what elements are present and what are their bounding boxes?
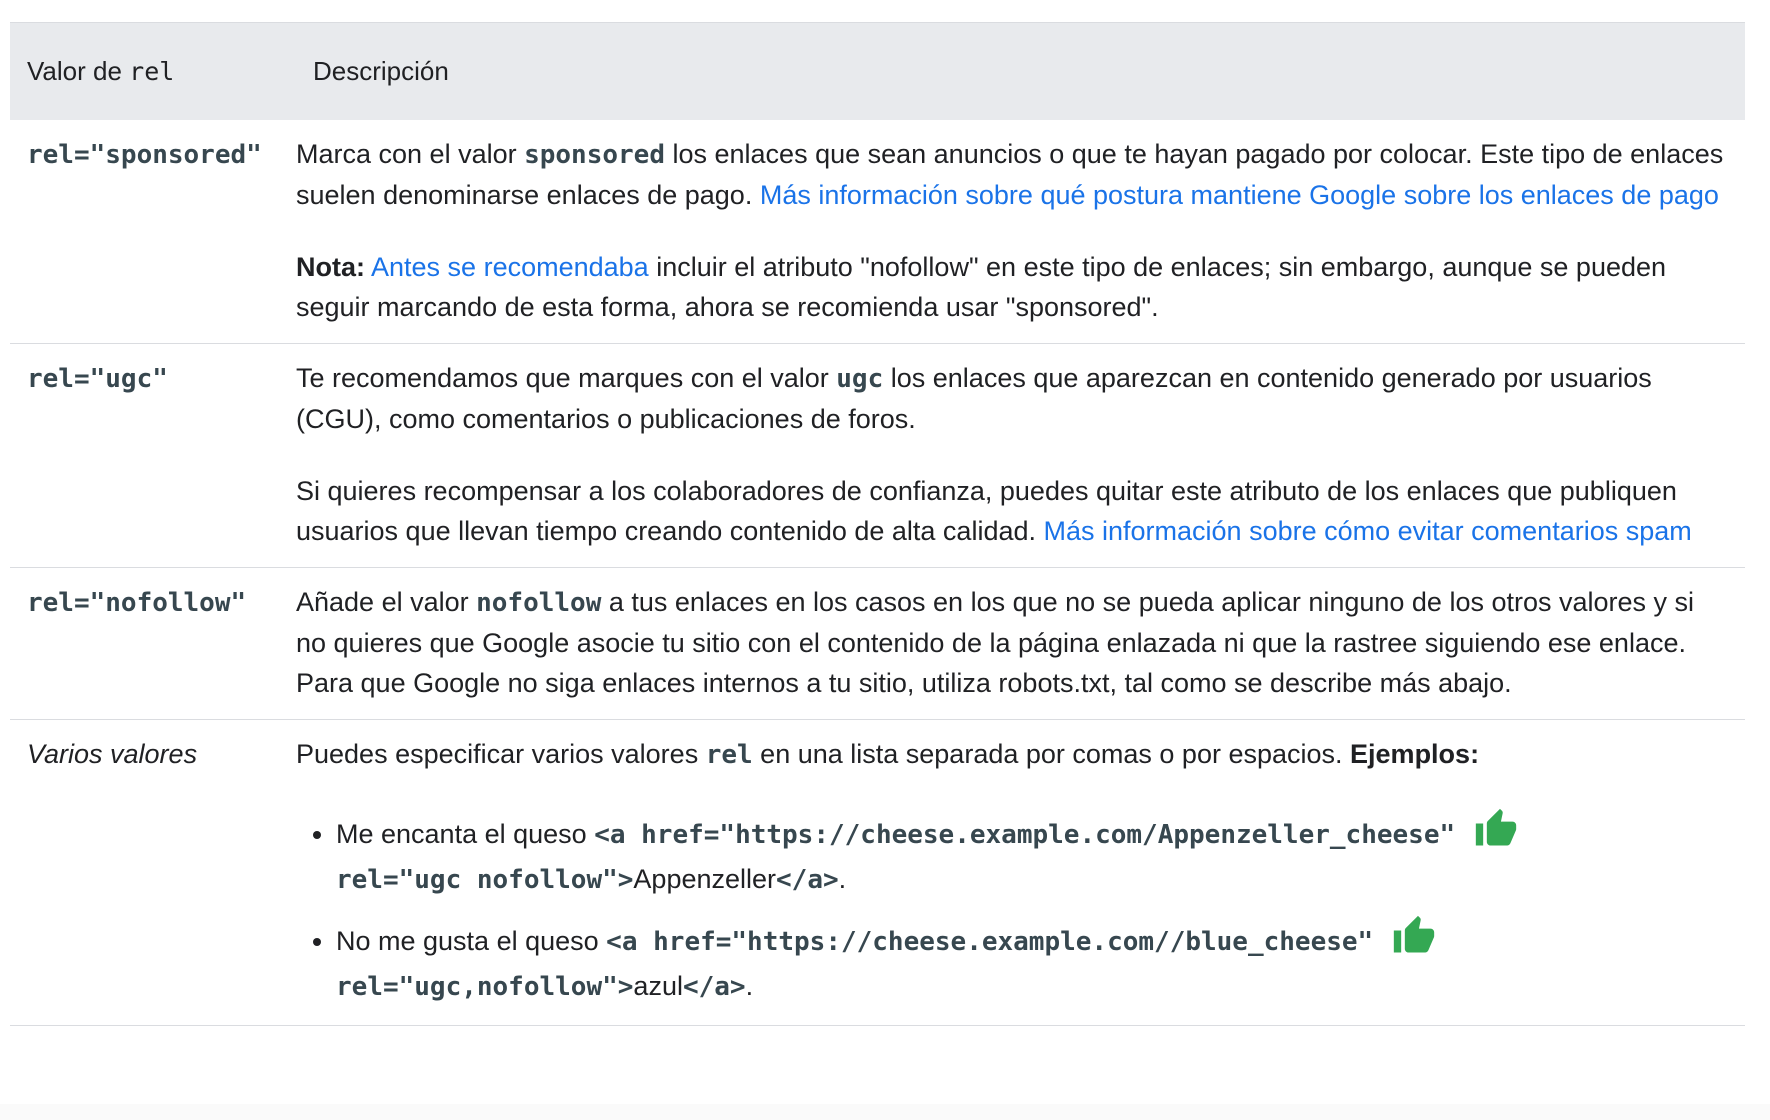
- table-row: [10, 720, 1745, 1026]
- comment-spam-link[interactable]: Más información sobre cómo evitar comentarios spam: [1043, 516, 1692, 546]
- text: Appenzeller: [633, 864, 777, 894]
- table-row: [10, 120, 1745, 344]
- inline-code: <a href="https://cheese.example.com/Appenzeller_cheese": [594, 820, 1456, 850]
- rel-value-cell: [10, 568, 296, 720]
- header-description: Descripción: [296, 23, 1745, 121]
- description-cell: [296, 344, 1745, 568]
- thumbs-up-icon: [1473, 807, 1519, 851]
- note-label: Nota:: [296, 252, 365, 282]
- rel-values-table: [10, 22, 1745, 1026]
- inline-code: rel="ugc,nofollow">: [336, 972, 634, 1002]
- rel-multiple-value: Varios valores: [27, 739, 198, 769]
- rel-value-cell: [10, 344, 296, 568]
- text: Si quieres recompensar a los colaboradores de confianza, puedes quitar este atributo de los enlaces que publiquen usuarios que llevan tiempo creando contenido de alta calidad.: [296, 476, 1677, 546]
- table-row: [10, 344, 1745, 568]
- inline-code: </a>: [776, 865, 839, 895]
- note-paragraph: [296, 247, 1729, 327]
- rel-values-table-wrapper: [10, 22, 1745, 1026]
- inline-code: sponsored: [524, 140, 665, 170]
- list-item: [336, 914, 1729, 1009]
- description-paragraph: [296, 582, 1729, 703]
- text: .: [838, 864, 847, 894]
- description-paragraph: [296, 471, 1729, 551]
- header-rel-prefix: Valor de: [27, 56, 130, 86]
- inline-code: nofollow: [476, 588, 602, 618]
- inline-code: </a>: [682, 972, 746, 1002]
- inline-code: <a href="https://cheese.example.com//blue_cheese": [606, 927, 1374, 957]
- text: incluir el atributo "nofollow" en este tipo de enlaces; sin embargo, aunque se pueden seguir marcando de esta forma, ahora se recomienda usar "sponsored".: [296, 252, 1667, 322]
- description-paragraph: [296, 134, 1729, 215]
- text: Puedes especificar varios valores: [296, 739, 706, 769]
- rel-nofollow-value: rel="nofollow": [27, 588, 247, 618]
- text: No me gusta el queso: [336, 926, 607, 956]
- text: Te recomendamos que marques con el valor: [296, 363, 837, 393]
- text: en una lista separada por comas o por espacios.: [752, 739, 1351, 769]
- description-cell: [296, 568, 1745, 720]
- table-row: [10, 568, 1745, 720]
- list-item: [336, 807, 1729, 902]
- previously-recommended-link[interactable]: Antes se recomendaba: [371, 252, 649, 282]
- description-paragraph: [296, 734, 1729, 775]
- text: Me encanta el queso: [336, 819, 595, 849]
- rel-value-cell: [10, 120, 296, 344]
- thumbs-up-icon: [1391, 914, 1437, 958]
- rel-value-cell: [10, 720, 296, 1026]
- header-rel-code: rel: [129, 57, 175, 86]
- description-paragraph: [296, 358, 1729, 439]
- examples-list: [296, 807, 1729, 1009]
- text: Marca con el valor: [296, 139, 525, 169]
- inline-code: rel="ugc nofollow">: [336, 865, 634, 895]
- rel-ugc-value: rel="ugc": [27, 364, 168, 394]
- text: a tus enlaces en los casos en los que no se pueda aplicar ninguno de los otros valores y si no quieres que Google asocie tu sitio con el contenido de la página enlazada ni que la rastree siguiendo ese enlace. Para que Google no siga enlaces internos a tu sitio, utiliza robots.txt, tal como se describe más abajo.: [296, 587, 1695, 698]
- rel-sponsored-value: rel="sponsored": [27, 140, 262, 170]
- header-rel-value: [10, 23, 296, 121]
- text: Añade el valor: [296, 587, 477, 617]
- table-header-row: [10, 23, 1745, 121]
- text: azul: [633, 971, 683, 1001]
- examples-label: Ejemplos:: [1350, 739, 1480, 769]
- text: .: [745, 971, 754, 1001]
- description-cell: [296, 120, 1745, 344]
- page-bottom-strip: [0, 1104, 1770, 1120]
- text: los enlaces que sean anuncios o que te hayan pagado por colocar. Este tipo de enlaces suelen denominarse enlaces de pago.: [296, 139, 1724, 210]
- text: los enlaces que aparezcan en contenido generado por usuarios (CGU), como comentarios o publicaciones de foros.: [296, 363, 1652, 434]
- description-cell: [296, 720, 1745, 1026]
- inline-code: rel: [705, 740, 753, 770]
- paid-links-link[interactable]: Más información sobre qué postura mantiene Google sobre los enlaces de pago: [759, 180, 1719, 210]
- inline-code: ugc: [836, 364, 884, 394]
